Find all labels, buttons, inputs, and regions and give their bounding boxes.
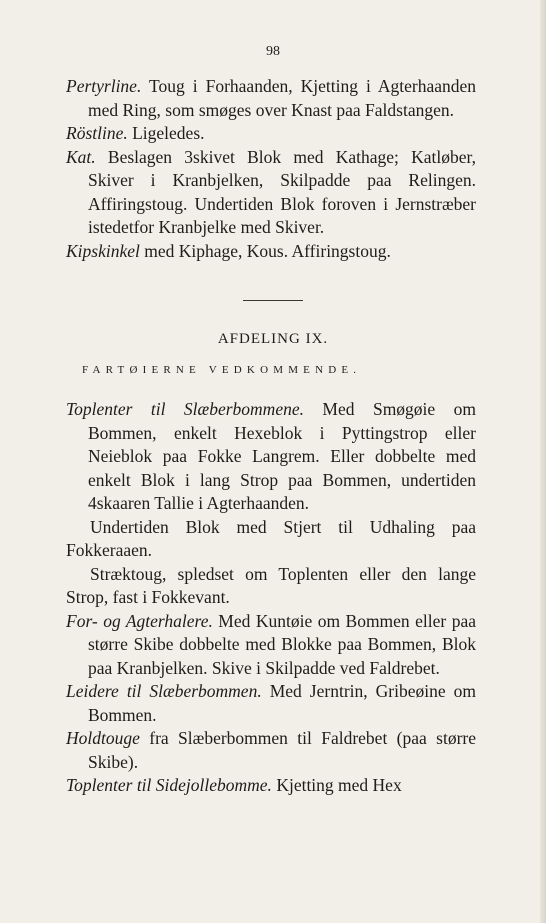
entry-text: fra Slæberbommen til Faldrebet (paa større Skibe). bbox=[88, 728, 476, 772]
entry-text: Kjetting med Hex bbox=[271, 775, 402, 795]
section-divider bbox=[243, 300, 303, 301]
entry-text: Stræktoug, spledset om Toplenten eller den lange Strop, fast i Fokkevant. bbox=[66, 563, 476, 607]
entry-text: Med Smøgøie om Bommen, enkelt Hexeblok i Pyttingstrop eller Neieblok paa Fokke Langrem. Eller dobbelte med enkelt Blok i lang Strop paa Bommen, undertiden 4skaaren Tallie i Agterhaanden. bbox=[88, 399, 476, 513]
entry-text: med Kiphage, Kous. Affiringstoug. bbox=[139, 240, 391, 261]
entry-toplenter-slaeberbommene bbox=[66, 398, 476, 516]
entry-undertiden bbox=[66, 516, 476, 563]
entry-text: Toug i Forhaanden, Kjetting i Agterhaanden med Ring, som smøges over Knast paa Faldstangen. bbox=[88, 76, 476, 120]
entry-text: Med Jerntrin, Gribeøine om Bommen. bbox=[88, 681, 476, 725]
entry-text: Undertiden Blok med Stjert til Udhaling paa Fokkeraaen. bbox=[66, 516, 476, 560]
section-title: AFDELING IX. bbox=[217, 331, 329, 347]
entry-straektoug bbox=[66, 563, 476, 610]
entry-term: Toplenter til Slæberbommene. bbox=[66, 399, 304, 419]
entry-holdtouge bbox=[66, 727, 476, 774]
entry-text: Beslagen 3skivet Blok med Kathage; Katløber, Skiver i Kranbjelken, Skilpadde paa Relingen. Affiringstoug. Undertiden Blok foroven i Jernstræber istedetfor Kranbjelke med Skiver. bbox=[88, 146, 476, 237]
entry-text: Ligeledes. bbox=[127, 123, 205, 143]
entries-top bbox=[66, 75, 476, 263]
entry-term: Kat. bbox=[66, 146, 96, 167]
entry-toplenter-sidejollebomme bbox=[66, 774, 476, 798]
entry-rostline bbox=[66, 122, 476, 146]
entries-bottom bbox=[66, 398, 476, 798]
entry-term: Toplenter til Sidejollebomme. bbox=[66, 775, 272, 795]
entry-term: Kipskinkel bbox=[66, 240, 140, 261]
entry-pertyrline bbox=[66, 75, 476, 122]
entry-term: For- og Agterhalere. bbox=[66, 610, 213, 631]
entry-term: Röstline. bbox=[66, 123, 128, 143]
entry-text: Med Kuntøie om Bommen eller paa større Skibe dobbelte med Blokke paa Bommen, Blok paa Kranbjelken. Skive i Skilpadde ved Faldrebet. bbox=[88, 610, 476, 678]
page-number: 98 bbox=[266, 44, 280, 59]
entry-kat bbox=[66, 146, 476, 240]
entry-term: Holdtouge bbox=[66, 728, 140, 748]
entry-leidere bbox=[66, 680, 476, 727]
entry-for-og-agterhalere bbox=[66, 610, 476, 681]
page-edge bbox=[540, 0, 546, 923]
section-subtitle: FARTØIERNE VEDKOMMENDE. bbox=[82, 364, 362, 376]
entry-term: Leidere til Slæberbommen. bbox=[66, 681, 262, 701]
entry-kipskinkel bbox=[66, 240, 476, 264]
entry-term: Pertyrline. bbox=[66, 76, 142, 96]
